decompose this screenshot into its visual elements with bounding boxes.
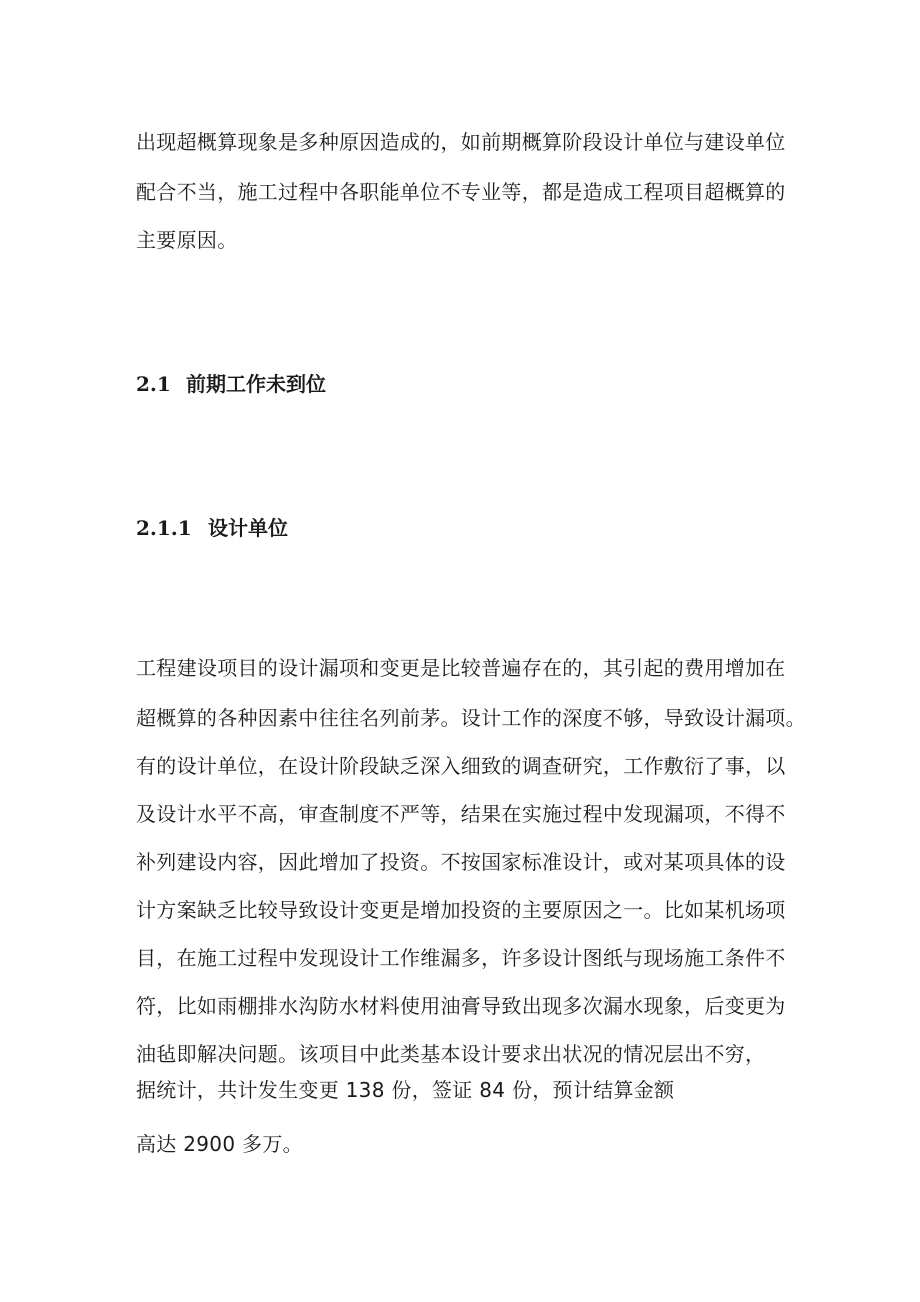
text-line: 目，在施工过程中发现设计工作维漏多，许多设计图纸与现场施工条件不 [136, 946, 786, 970]
text-line: 高达 2900 多万。 [136, 1132, 303, 1156]
section-heading-2-1-1 [136, 514, 288, 542]
text-line: 有的设计单位，在设计阶段缺乏深入细致的调查研究，工作敷衍了事，以 [136, 754, 786, 778]
text-line: 补列建设内容，因此增加了投资。不按国家标准设计，或对某项具体的设 [136, 850, 786, 874]
section-heading-2-1 [136, 370, 326, 398]
text-line: 超概算的各种因素中往往名列前茅。设计工作的深度不够，导致设计漏项。 [136, 706, 806, 730]
text-line: 及设计水平不高，审查制度不严等，结果在实施过程中发现漏项，不得不 [136, 802, 786, 826]
text-line: 油毡即解决问题。该项目中此类基本设计要求出状况的情况层出不穷， [136, 1042, 766, 1066]
text-line: 计方案缺乏比较导致设计变更是增加投资的主要原因之一。比如某机场项 [136, 898, 786, 922]
section-title: 设计单位 [208, 516, 288, 540]
text-line: 工程建设项目的设计漏项和变更是比较普遍存在的，其引起的费用增加在 [136, 656, 786, 680]
text-line: 主要原因。 [136, 228, 238, 252]
text-line: 据统计，共计发生变更 138 份，签证 84 份，预计结算金额 [136, 1078, 675, 1102]
section-number: 2.1 [136, 372, 171, 396]
text-line: 符，比如雨棚排水沟防水材料使用油膏导致出现多次漏水现象，后变更为 [136, 994, 786, 1018]
section-title: 前期工作未到位 [186, 372, 326, 396]
section-number: 2.1.1 [136, 516, 192, 540]
text-line: 出现超概算现象是多种原因造成的，如前期概算阶段设计单位与建设单位 [136, 130, 786, 154]
text-line: 配合不当，施工过程中各职能单位不专业等，都是造成工程项目超概算的 [136, 180, 786, 204]
